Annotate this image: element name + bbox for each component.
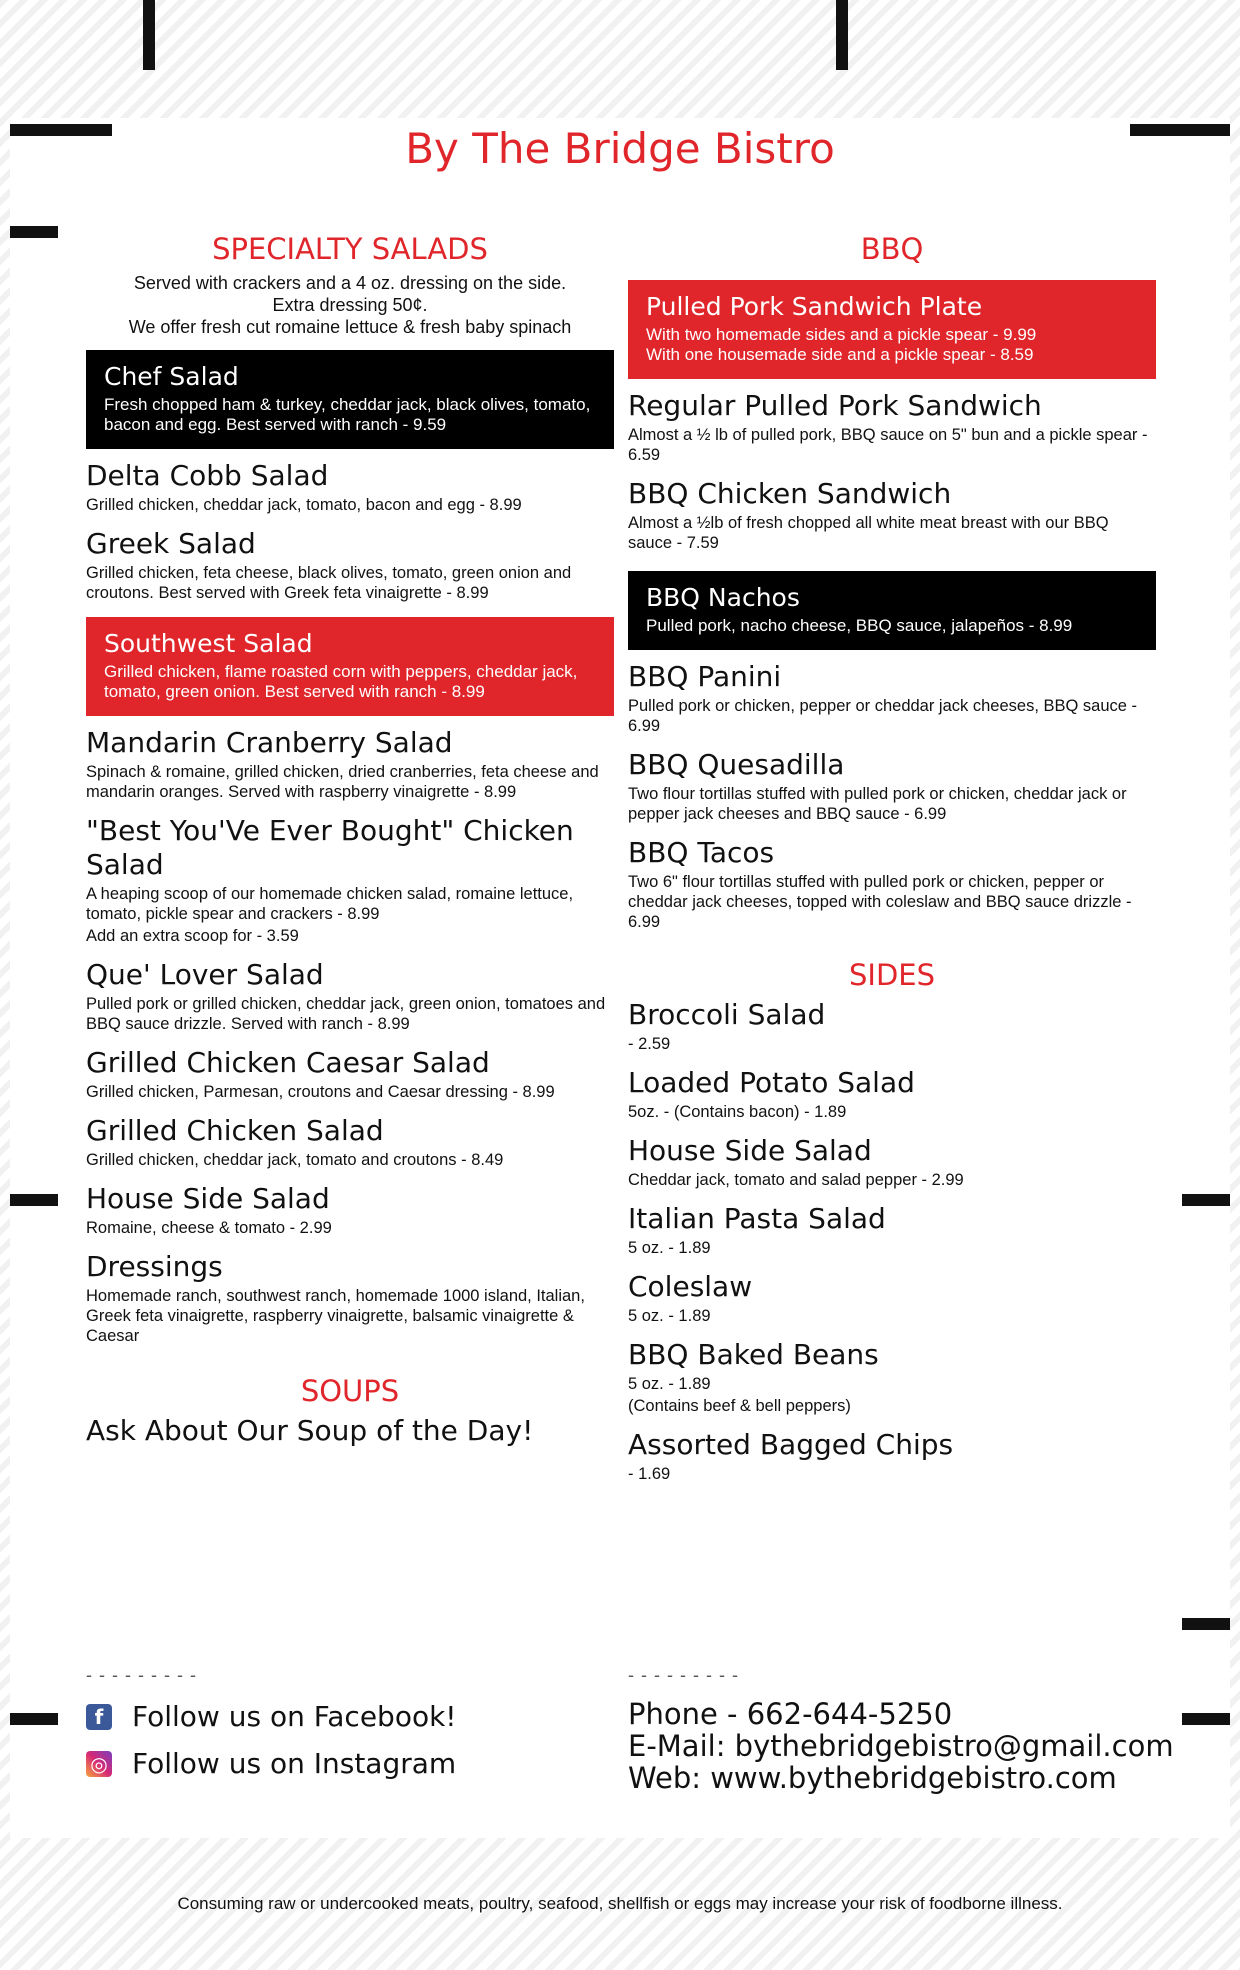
email-address[interactable]: E-Mail: bythebridgebistro@gmail.com bbox=[628, 1729, 1174, 1763]
instagram-icon: ◎ bbox=[86, 1751, 112, 1777]
item-desc: Fresh chopped ham & turkey, cheddar jack, black olives, tomato, bacon and egg. Best served with ranch - 9.59 bbox=[104, 395, 591, 434]
menu-item-bbq-baked-beans bbox=[628, 1338, 1156, 1416]
item-desc: Spinach & romaine, grilled chicken, dried cranberries, feta cheese and mandarin oranges. Served with raspberry vinaigrette - 8.99 bbox=[86, 763, 599, 801]
item-name: BBQ Nachos bbox=[646, 583, 800, 612]
sides-heading: SIDES bbox=[848, 958, 936, 992]
item-name: House Side Salad bbox=[86, 1182, 330, 1215]
item-desc: Cheddar jack, tomato and salad pepper - 2.99 bbox=[628, 1171, 964, 1189]
item-name: Regular Pulled Pork Sandwich bbox=[628, 389, 1042, 422]
item-desc: A heaping scoop of our homemade chicken salad, romaine lettuce, tomato, pickle spear and crackers - 8.99 bbox=[86, 885, 574, 923]
frame-tick bbox=[10, 1713, 58, 1725]
item-desc: Two flour tortillas stuffed with pulled pork or chicken, cheddar jack or pepper jack cheeses and BBQ sauce - 6.99 bbox=[628, 785, 1127, 823]
frame-tick bbox=[1182, 1618, 1230, 1630]
instagram-label: Follow us on Instagram bbox=[132, 1747, 457, 1780]
item-name: Greek Salad bbox=[86, 527, 256, 560]
item-name: Grilled Chicken Salad bbox=[86, 1114, 384, 1147]
menu-item-bbq-quesadilla bbox=[628, 748, 1156, 824]
menu-item-bbq-tacos bbox=[628, 836, 1156, 932]
item-desc: With two homemade sides and a pickle spear - 9.99 bbox=[646, 325, 1037, 344]
instagram-link[interactable] bbox=[86, 1747, 606, 1780]
item-name: BBQ Tacos bbox=[628, 836, 775, 869]
frame-bar-left bbox=[143, 0, 155, 70]
menu-item-italian-pasta-salad bbox=[628, 1202, 1156, 1258]
chef-salad-box bbox=[86, 350, 614, 449]
intro-line: Extra dressing 50¢. bbox=[272, 295, 428, 315]
social-links bbox=[86, 1665, 606, 1780]
menu-item-bbq-chicken-sandwich bbox=[628, 477, 1156, 553]
item-name: Grilled Chicken Caesar Salad bbox=[86, 1046, 490, 1079]
item-name: BBQ Quesadilla bbox=[628, 748, 845, 781]
left-column bbox=[86, 232, 614, 1447]
food-safety-disclaimer: Consuming raw or undercooked meats, poultry, seafood, shellfish or eggs may increase your risk of foodborne illness. bbox=[177, 1894, 1063, 1913]
southwest-salad-box bbox=[86, 617, 614, 716]
item-desc: - 1.69 bbox=[628, 1465, 671, 1483]
divider-dashes: - - - - - - - - - bbox=[628, 1665, 739, 1685]
salads-intro bbox=[86, 272, 614, 338]
facebook-label: Follow us on Facebook! bbox=[132, 1700, 457, 1733]
item-name: Italian Pasta Salad bbox=[628, 1202, 886, 1235]
menu-item-delta-cobb bbox=[86, 459, 614, 515]
frame-tick bbox=[10, 226, 58, 238]
menu-item-coleslaw bbox=[628, 1270, 1156, 1326]
menu-item-regular-pulled-pork bbox=[628, 389, 1156, 465]
intro-line: We offer fresh cut romaine lettuce & fresh baby spinach bbox=[128, 317, 572, 337]
item-name: Southwest Salad bbox=[104, 629, 313, 658]
item-name: Coleslaw bbox=[628, 1270, 753, 1303]
frame-tick bbox=[10, 1194, 58, 1206]
bbq-nachos-box bbox=[628, 571, 1156, 650]
item-name: Chef Salad bbox=[104, 362, 239, 391]
menu-item-house-side bbox=[86, 1182, 614, 1238]
right-column bbox=[628, 232, 1156, 1496]
item-desc: Grilled chicken, cheddar jack, tomato, bacon and egg - 8.99 bbox=[86, 496, 522, 514]
contact-info bbox=[628, 1665, 1188, 1794]
item-desc: - 2.59 bbox=[628, 1035, 671, 1053]
item-name: House Side Salad bbox=[628, 1134, 872, 1167]
soups-heading: SOUPS bbox=[300, 1374, 400, 1408]
item-name: BBQ Chicken Sandwich bbox=[628, 477, 952, 510]
soup-of-day: Ask About Our Soup of the Day! bbox=[86, 1414, 534, 1447]
item-note: (Contains beef & bell peppers) bbox=[628, 1397, 851, 1415]
item-name: BBQ Panini bbox=[628, 660, 782, 693]
item-desc: 5 oz. - 1.89 bbox=[628, 1375, 711, 1393]
item-desc: 5oz. - (Contains bacon) - 1.89 bbox=[628, 1103, 847, 1121]
pulled-pork-plate-box bbox=[628, 280, 1156, 379]
facebook-icon: f bbox=[86, 1704, 112, 1730]
item-name: "Best You'Ve Ever Bought" Chicken Salad bbox=[86, 814, 574, 881]
menu-item-best-chicken-salad bbox=[86, 814, 614, 946]
item-name: Mandarin Cranberry Salad bbox=[86, 726, 453, 759]
menu-item-loaded-potato-salad bbox=[628, 1066, 1156, 1122]
bbq-heading: BBQ bbox=[860, 232, 924, 266]
item-extra: Add an extra scoop for - 3.59 bbox=[86, 927, 299, 945]
item-desc: Romaine, cheese & tomato - 2.99 bbox=[86, 1219, 332, 1237]
frame-tick bbox=[1182, 1194, 1230, 1206]
restaurant-title: By The Bridge Bistro bbox=[405, 124, 835, 173]
item-desc: Almost a ½lb of fresh chopped all white meat breast with our BBQ sauce - 7.59 bbox=[628, 514, 1109, 552]
menu-item-bbq-panini bbox=[628, 660, 1156, 736]
item-name: BBQ Baked Beans bbox=[628, 1338, 879, 1371]
facebook-link[interactable] bbox=[86, 1700, 606, 1733]
intro-line: Served with crackers and a 4 oz. dressing on the side. bbox=[133, 273, 567, 293]
menu-item-dressings bbox=[86, 1250, 614, 1346]
item-desc: 5 oz. - 1.89 bbox=[628, 1239, 711, 1257]
website-url[interactable]: Web: www.bythebridgebistro.com bbox=[628, 1761, 1117, 1795]
menu-item-que-lover bbox=[86, 958, 614, 1034]
item-desc: Pulled pork, nacho cheese, BBQ sauce, jalapeños - 8.99 bbox=[646, 616, 1073, 635]
menu-item-house-side-salad bbox=[628, 1134, 1156, 1190]
divider-dashes: - - - - - - - - - bbox=[86, 1665, 197, 1685]
item-desc: Grilled chicken, feta cheese, black olives, tomato, green onion and croutons. Best served with Greek feta vinaigrette - 8.99 bbox=[86, 564, 572, 602]
frame-bar-right bbox=[836, 0, 848, 70]
menu-item-mandarin bbox=[86, 726, 614, 802]
menu-item-greek bbox=[86, 527, 614, 603]
frame-tick bbox=[1182, 1713, 1230, 1725]
item-name: Pulled Pork Sandwich Plate bbox=[646, 292, 983, 321]
item-desc: With one housemade side and a pickle spear - 8.59 bbox=[646, 345, 1034, 364]
item-name: Assorted Bagged Chips bbox=[628, 1428, 954, 1461]
item-desc: Pulled pork or chicken, pepper or cheddar jack cheeses, BBQ sauce - 6.99 bbox=[628, 697, 1138, 735]
item-name: Broccoli Salad bbox=[628, 998, 826, 1031]
menu-item-broccoli-salad bbox=[628, 998, 1156, 1054]
item-name: Que' Lover Salad bbox=[86, 958, 324, 991]
item-desc: Grilled chicken, Parmesan, croutons and Caesar dressing - 8.99 bbox=[86, 1083, 555, 1101]
menu-item-bagged-chips bbox=[628, 1428, 1156, 1484]
item-desc: Grilled chicken, flame roasted corn with peppers, cheddar jack, tomato, green onion. Best served with ranch - 8.99 bbox=[104, 662, 578, 701]
item-desc: Two 6" flour tortillas stuffed with pulled pork or chicken, pepper or cheddar jack cheeses, topped with coleslaw and BBQ sauce drizzle - 6.99 bbox=[628, 873, 1132, 931]
item-desc: Pulled pork or grilled chicken, cheddar jack, green onion, tomatoes and BBQ sauce drizzle. Served with ranch - 8.99 bbox=[86, 995, 606, 1033]
menu-item-caesar bbox=[86, 1046, 614, 1102]
item-desc: 5 oz. - 1.89 bbox=[628, 1307, 711, 1325]
item-name: Loaded Potato Salad bbox=[628, 1066, 915, 1099]
item-desc: Grilled chicken, cheddar jack, tomato and croutons - 8.49 bbox=[86, 1151, 504, 1169]
item-name: Dressings bbox=[86, 1250, 223, 1283]
salads-heading: SPECIALTY SALADS bbox=[212, 232, 488, 266]
menu-item-grilled-chicken bbox=[86, 1114, 614, 1170]
phone-number[interactable]: Phone - 662-644-5250 bbox=[628, 1697, 953, 1731]
item-desc: Homemade ranch, southwest ranch, homemade 1000 island, Italian, Greek feta vinaigrette, raspberry vinaigrette, balsamic vinaigrette & Caesar bbox=[86, 1287, 585, 1345]
item-name: Delta Cobb Salad bbox=[86, 459, 329, 492]
item-desc: Almost a ½ lb of pulled pork, BBQ sauce on 5" bun and a pickle spear - 6.59 bbox=[628, 426, 1148, 464]
